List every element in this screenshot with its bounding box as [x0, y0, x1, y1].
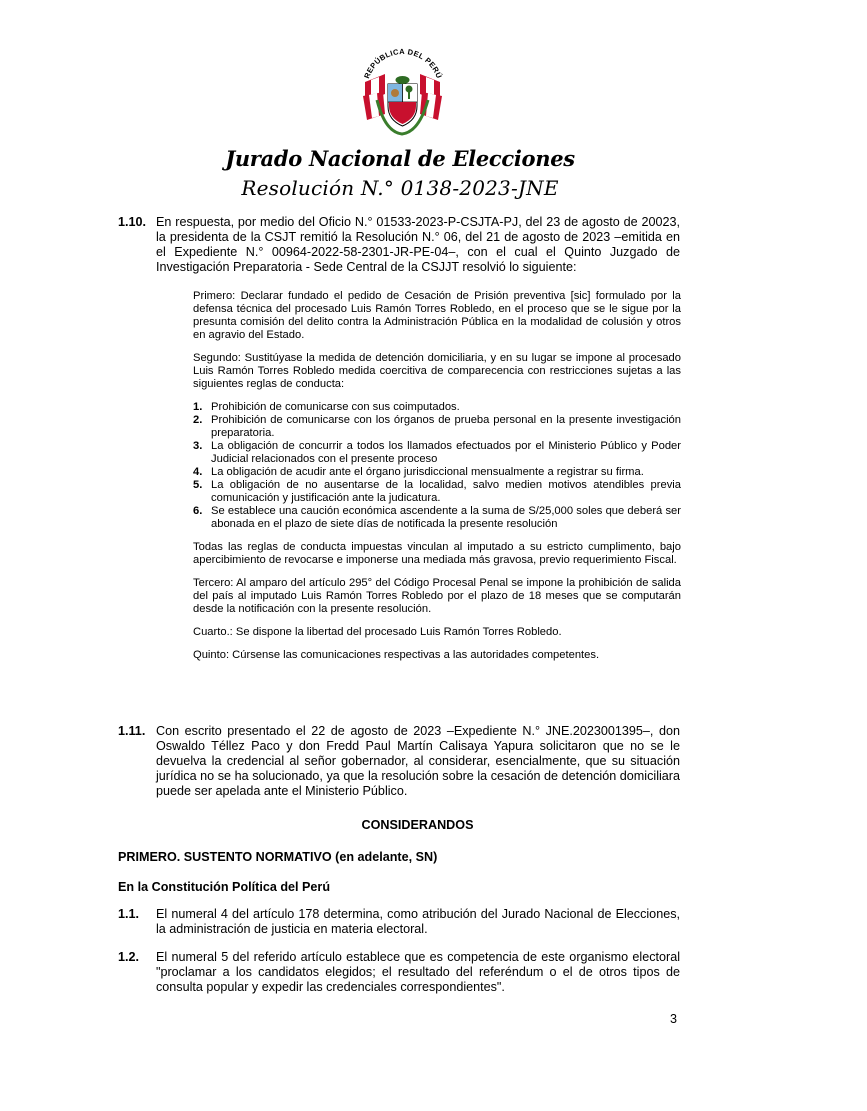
quote-todas: Todas las reglas de conducta impuestas vinculan al imputado a su estricto cumplimento, bajo apercibimiento de revocarse e imponerse una mediada más gravosa, previo requerimiento Fiscal.	[193, 541, 681, 566]
paragraph-text: El numeral 4 del artículo 178 determina, como atribución del Jurado Nacional de Elecciones, la administración de justicia en materia electoral.	[156, 907, 680, 936]
paragraph-text: El numeral 5 del referido artículo establece que es competencia de este organismo electoral "proclamar a los candidatos elegidos; el resultado del referéndum o el de otros tipos de consulta popular y expedir las credenciales correspondientes".	[156, 950, 680, 994]
paragraph-number: 1.11.	[118, 724, 146, 738]
paragraph-number: 1.1.	[118, 907, 140, 921]
quote-quinto: Quinto: Cúrsense las comunicaciones respectivas a las autoridades competentes.	[193, 649, 600, 661]
paragraph-1-1	[118, 907, 680, 937]
quote-primero: Primero: Declarar fundado el pedido de Cesación de Prisión preventiva [sic] formulado por la defensa técnica del procesado Luis Ramón Torres Robledo, en el proceso que se le sigue por la presunta comisión del delito contra la Administración Pública en la modalidad de colusión y otros en agravio del Estado.	[193, 290, 681, 341]
quote-cuarto: Cuarto.: Se dispone la libertad del procesado Luis Ramón Torres Robledo.	[193, 626, 562, 638]
list-item: 5. La obligación de no ausentarse de la localidad, salvo medien motivos atendibles previa comunicación y justificación ante la judicatura.	[193, 479, 681, 504]
quote-tercero: Tercero: Al amparo del artículo 295° del Código Procesal Penal se impone la prohibición de salida del país al imputado Luis Ramón Torres Robledo por el plazo de 18 meses que se computarán desde la notificación con la presente resolución.	[193, 577, 681, 615]
list-item: 6. Se establece una caución económica ascendente a la suma de S/25,000 soles que deberá ser abonada en el plazo de siete días de notificada la presente resolución	[193, 505, 681, 530]
paragraph-number: 1.2.	[118, 950, 140, 964]
conduct-rules-list	[193, 401, 681, 531]
page-number: 3	[670, 1012, 678, 1026]
institution-name: Jurado Nacional de Elecciones	[225, 146, 575, 171]
subsection-heading: En la Constitución Política del Perú	[118, 880, 331, 894]
paragraph-number: 1.10.	[118, 215, 147, 229]
considerandos-heading: CONSIDERANDOS	[361, 818, 474, 832]
list-item: 3. La obligación de concurrir a todos los llamados efectuados por el Ministerio Público y Poder Judicial relacionados con el presente proceso	[193, 440, 681, 465]
paragraph-1-10	[118, 215, 680, 275]
paragraph-1-2	[118, 950, 680, 995]
quoted-resolution	[193, 290, 681, 672]
resolution-title: Resolución N.° 0138-2023-JNE	[241, 176, 559, 200]
list-item: 1. Prohibición de comunicarse con sus coimputados.	[193, 401, 460, 413]
paragraph-text: Con escrito presentado el 22 de agosto de 2023 –Expediente N.° JNE.2023001395–, don Oswaldo Téllez Paco y don Fredd Paul Martín Calisaya Yapura solicitaron que no se le devuelva la credencial al señor gobernador, al considerar, esencialmente, que su situación jurídica no se ha solucionado, ya que la resolución sobre la cesación de detención domiciliara puede ser apelada ante el Ministerio Público.	[156, 724, 680, 798]
paragraph-text: En respuesta, por medio del Oficio N.° 01533-2023-P-CSJTA-PJ, del 23 de agosto de 20023, la presidenta de la CSJT remitió la Resolución N.° 06, del 21 de agosto de 2023 –emitida en el Expediente N.° 00964-2022-58-2301-JR-PE-04–, con el cual el Quinto Juzgado de Investigación Preparatoria - Sede Central de la CSJJT resolvió lo siguiente:	[156, 215, 680, 274]
quote-segundo: Segundo: Sustitúyase la medida de detención domiciliaria, y en su lugar se impone al procesado Luis Ramón Torres Robledo medida coercitiva de comparecencia con restricciones sujetas a las siguientes reglas de conducta:	[193, 352, 681, 390]
section-heading: PRIMERO. SUSTENTO NORMATIVO (en adelante, SN)	[118, 850, 438, 864]
list-item: 4. La obligación de acudir ante el órgano jurisdiccional mensualmente a registrar su firma.	[193, 466, 644, 478]
seal-text: REPÚBLICA DEL PERÚ	[362, 46, 444, 80]
paragraph-1-11	[118, 724, 680, 799]
list-item: 2. Prohibición de comunicarse con los órganos de prueba personal en la presente investigación preparatoria.	[193, 414, 681, 439]
coat-of-arms-icon	[355, 44, 450, 139]
